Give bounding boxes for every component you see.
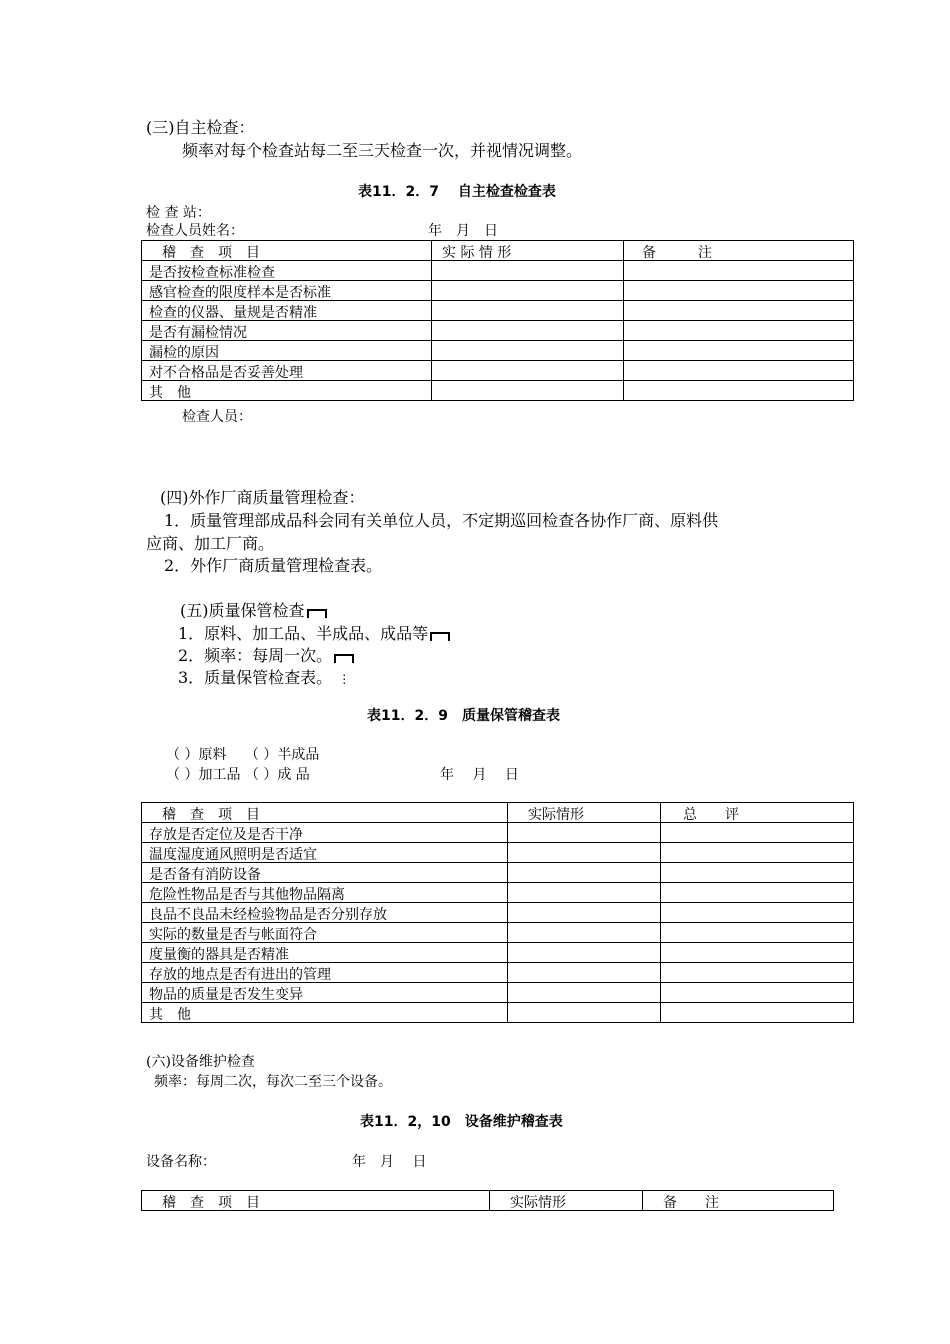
- row-label: 是否有漏检情况: [142, 321, 432, 341]
- section-3-heading: (三)自主检查：: [146, 118, 255, 137]
- table-3-caption: 表11．2，10 设备维护稽查表: [360, 1114, 563, 1130]
- table-row: [142, 963, 854, 983]
- table-cell[interactable]: [508, 923, 661, 943]
- section-5-item-1-text: 1．原料、加工品、半成品、成品等: [178, 624, 429, 643]
- column-header: 实 际 情 形: [432, 241, 624, 261]
- table-cell[interactable]: [661, 923, 854, 943]
- column-header: 备 注: [624, 241, 854, 261]
- section-6-frequency: 频率：每周二次，每次二至三个设备。: [154, 1074, 392, 1090]
- table-cell[interactable]: [661, 823, 854, 843]
- column-header: 稽 查 项 目: [142, 241, 432, 261]
- table-cell[interactable]: [624, 321, 854, 341]
- row-label: 温度湿度通风照明是否适宜: [142, 843, 508, 863]
- table-cell[interactable]: [624, 281, 854, 301]
- section-5-item-2-text: 2．频率：每周一次。: [178, 646, 333, 665]
- table-cell[interactable]: [432, 281, 624, 301]
- table-header-row: [142, 803, 854, 823]
- row-label: 其 他: [142, 1003, 508, 1023]
- station-label: 检 查 站：: [146, 205, 211, 221]
- material-options-row-2: （ ）加工品 （ ）成 品: [166, 767, 310, 783]
- table-cell[interactable]: [508, 823, 661, 843]
- table-cell[interactable]: [432, 321, 624, 341]
- table-row: [142, 863, 854, 883]
- column-header: 备 注: [643, 1191, 834, 1211]
- table-cell[interactable]: [624, 261, 854, 281]
- table-cell[interactable]: [624, 361, 854, 381]
- paragraph-mark-icon: [430, 632, 450, 641]
- table-row: [142, 361, 854, 381]
- table-cell[interactable]: [508, 883, 661, 903]
- table-cell[interactable]: [624, 301, 854, 321]
- table-row: [142, 843, 854, 863]
- table-row: [142, 943, 854, 963]
- section-5-heading: [180, 603, 327, 619]
- table-3-date-label: 年 月 日: [352, 1154, 427, 1170]
- column-header: 实际情形: [508, 803, 661, 823]
- table-cell[interactable]: [661, 943, 854, 963]
- section-5-item-2: [178, 648, 354, 664]
- table-cell[interactable]: [661, 1003, 854, 1023]
- table-row: [142, 301, 854, 321]
- table-row: [142, 983, 854, 1003]
- table-row: [142, 281, 854, 301]
- row-label: 存放的地点是否有进出的管理: [142, 963, 508, 983]
- row-label: 良品不良品未经检验物品是否分别存放: [142, 903, 508, 923]
- table-cell[interactable]: [508, 1003, 661, 1023]
- inspector-name-label: 检查人员姓名：: [146, 223, 244, 239]
- row-label: 物品的质量是否发生变异: [142, 983, 508, 1003]
- table-row: [142, 823, 854, 843]
- section-4-item-2: 2．外作厂商质量管理检查表。: [164, 556, 383, 575]
- table-cell[interactable]: [432, 301, 624, 321]
- table-cell[interactable]: [508, 983, 661, 1003]
- table-row: [142, 923, 854, 943]
- table-row: [142, 1003, 854, 1023]
- table-cell[interactable]: [661, 903, 854, 923]
- section-4-item-1-line-1: 1．质量管理部成品科会同有关单位人员，不定期巡回检查各协作厂商、原料供: [164, 511, 719, 530]
- table-header-row: [142, 1191, 834, 1211]
- table-row: [142, 381, 854, 401]
- vertical-dots-icon: ⋮: [338, 672, 351, 686]
- table-row: [142, 883, 854, 903]
- column-header: 实际情形: [490, 1191, 643, 1211]
- table-row: [142, 321, 854, 341]
- column-header: 稽 查 项 目: [142, 803, 508, 823]
- table-cell[interactable]: [624, 381, 854, 401]
- table-cell[interactable]: [508, 863, 661, 883]
- table-2-caption: 表11．2．9 质量保管稽查表: [367, 708, 560, 724]
- section-5-item-3-text: 3．质量保管检查表。: [178, 668, 333, 687]
- equipment-maintenance-table: [141, 1190, 834, 1211]
- row-label: 度量衡的器具是否精准: [142, 943, 508, 963]
- table-row: [142, 261, 854, 281]
- row-label: 检查的仪器、量规是否精准: [142, 301, 432, 321]
- section-5-item-1: [178, 626, 450, 642]
- row-label: 其 他: [142, 381, 432, 401]
- table-cell[interactable]: [508, 843, 661, 863]
- self-inspection-table: [141, 240, 854, 401]
- table-row: [142, 341, 854, 361]
- quality-storage-table: [141, 802, 854, 1023]
- row-label: 危险性物品是否与其他物品隔离: [142, 883, 508, 903]
- section-4-item-1-line-2: 应商、加工厂商。: [146, 534, 275, 553]
- column-header: 稽 查 项 目: [142, 1191, 490, 1211]
- table-cell[interactable]: [624, 341, 854, 361]
- paragraph-mark-icon: [307, 609, 327, 618]
- row-label: 存放是否定位及是否干净: [142, 823, 508, 843]
- section-6-heading: (六)设备维护检查: [146, 1054, 255, 1070]
- section-3-frequency: 频率对每个检查站每二至三天检查一次，并视情况调整。: [182, 141, 583, 160]
- date-label: 年 月 日: [428, 223, 498, 239]
- row-label: 是否备有消防设备: [142, 863, 508, 883]
- row-label: 感官检查的限度样本是否标准: [142, 281, 432, 301]
- row-label: 是否按检查标准检查: [142, 261, 432, 281]
- table-cell[interactable]: [661, 983, 854, 1003]
- section-5-item-3: [178, 670, 350, 686]
- row-label: 实际的数量是否与帐面符合: [142, 923, 508, 943]
- table-cell[interactable]: [432, 381, 624, 401]
- table-cell[interactable]: [661, 843, 854, 863]
- paragraph-mark-icon: [334, 654, 354, 663]
- table-cell[interactable]: [661, 863, 854, 883]
- table-row: [142, 903, 854, 923]
- table-cell[interactable]: [508, 903, 661, 923]
- table-2-date-label: 年 月 日: [440, 767, 519, 783]
- table-1-caption: 表11．2．7 自主检查检查表: [358, 184, 556, 200]
- table-cell[interactable]: [508, 963, 661, 983]
- equipment-name-label: 设备名称：: [146, 1154, 216, 1170]
- table-cell[interactable]: [432, 261, 624, 281]
- row-label: 对不合格品是否妥善处理: [142, 361, 432, 381]
- material-options-row-1: （ ）原料 （ ）半成品: [166, 747, 320, 763]
- table-cell[interactable]: [508, 943, 661, 963]
- table-cell[interactable]: [432, 361, 624, 381]
- table-header-row: [142, 241, 854, 261]
- section-4-heading: (四)外作厂商质量管理检查：: [160, 488, 365, 507]
- inspector-signature-label: 检查人员：: [182, 409, 252, 425]
- section-5-heading-text: (五)质量保管检查: [180, 601, 305, 620]
- table-cell[interactable]: [661, 883, 854, 903]
- column-header: 总 评: [661, 803, 854, 823]
- table-cell[interactable]: [661, 963, 854, 983]
- row-label: 漏检的原因: [142, 341, 432, 361]
- table-cell[interactable]: [432, 341, 624, 361]
